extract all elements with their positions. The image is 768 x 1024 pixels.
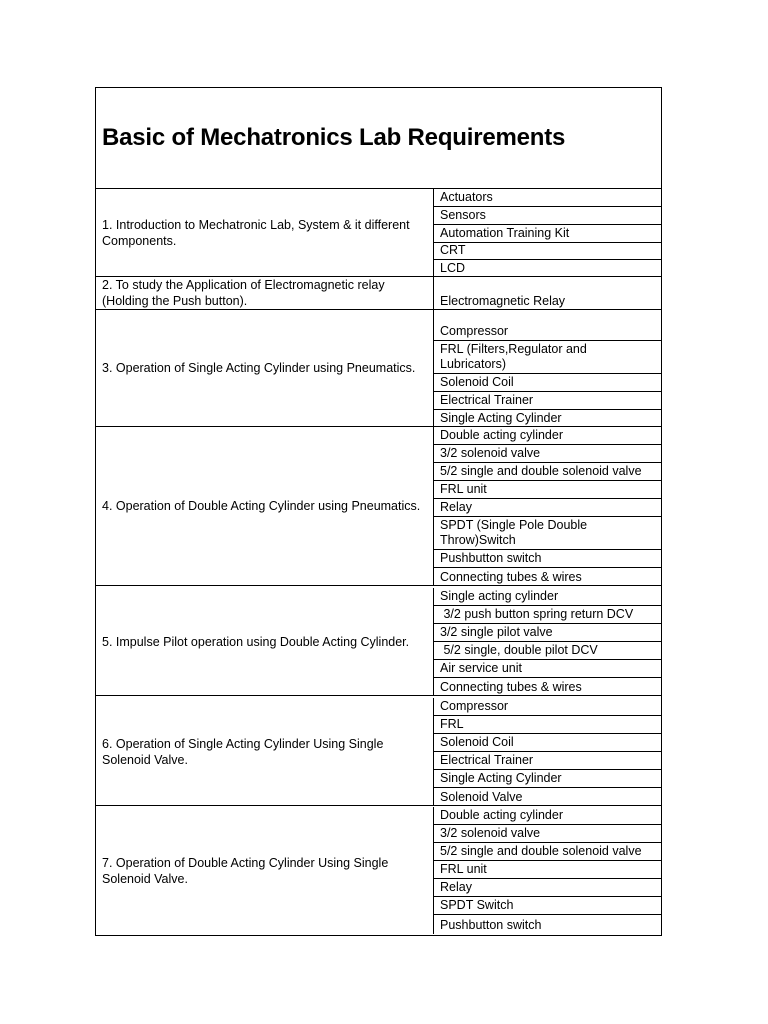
requirement-item: Automation Training Kit bbox=[440, 226, 570, 240]
requirement-item: FRL unit bbox=[440, 482, 487, 496]
requirement-cell bbox=[434, 716, 661, 734]
requirement-cell bbox=[434, 624, 661, 642]
requirement-item: 3/2 solenoid valve bbox=[440, 446, 541, 460]
requirement-cell bbox=[434, 463, 661, 481]
requirement-item: 5/2 single, double pilot DCV bbox=[440, 643, 598, 657]
experiment-title: 5. Impulse Pilot operation using Double Acting Cylinder. bbox=[96, 588, 434, 695]
requirement-cell bbox=[434, 550, 661, 568]
requirement-cell bbox=[434, 277, 661, 310]
requirement-item: Pushbutton switch bbox=[440, 551, 542, 565]
requirement-cell bbox=[434, 517, 661, 550]
requirement-cell bbox=[434, 445, 661, 463]
requirement-cell bbox=[434, 678, 661, 696]
requirement-cell bbox=[434, 825, 661, 843]
table-row bbox=[96, 807, 661, 934]
requirement-cell bbox=[434, 374, 661, 392]
requirement-item: Compressor bbox=[440, 324, 509, 338]
requirement-item: Relay bbox=[440, 880, 472, 894]
requirement-cell bbox=[434, 606, 661, 624]
requirement-cell bbox=[434, 499, 661, 517]
experiment-title: 7. Operation of Double Acting Cylinder Using Single Solenoid Valve. bbox=[96, 807, 434, 934]
requirement-cell bbox=[434, 392, 661, 410]
requirement-cell bbox=[434, 568, 661, 586]
requirement-cell bbox=[434, 243, 661, 260]
requirement-list bbox=[434, 277, 661, 309]
requirement-item: Air service unit bbox=[440, 661, 522, 675]
table-row bbox=[96, 189, 661, 277]
requirement-item: FRL bbox=[440, 717, 464, 731]
requirement-cell bbox=[434, 481, 661, 499]
requirement-cell bbox=[434, 310, 661, 341]
requirement-item: Solenoid Coil bbox=[440, 735, 514, 749]
requirement-cell bbox=[434, 341, 661, 374]
requirement-cell bbox=[434, 897, 661, 915]
requirement-item: FRL (Filters,Regulator and Lubricators) bbox=[440, 342, 591, 371]
requirement-item: LCD bbox=[440, 261, 466, 275]
requirement-item: Single acting cylinder bbox=[440, 589, 559, 603]
requirement-cell bbox=[434, 843, 661, 861]
requirement-item: Electrical Trainer bbox=[440, 753, 534, 767]
requirement-item: FRL unit bbox=[440, 862, 487, 876]
page-title: Basic of Mechatronics Lab Requirements bbox=[102, 124, 566, 151]
requirement-item: Connecting tubes & wires bbox=[440, 570, 582, 584]
table-row bbox=[96, 277, 661, 310]
experiment-title: 1. Introduction to Mechatronic Lab, System & it different Components. bbox=[96, 189, 434, 276]
requirement-cell bbox=[434, 698, 661, 716]
experiment-title: 2. To study the Application of Electromagnetic relay (Holding the Push button). bbox=[96, 277, 434, 309]
requirement-list bbox=[434, 427, 661, 585]
requirement-item: Electrical Trainer bbox=[440, 393, 534, 407]
requirement-item: Relay bbox=[440, 500, 472, 514]
requirement-cell bbox=[434, 915, 661, 934]
requirement-item: Connecting tubes & wires bbox=[440, 680, 582, 694]
requirement-cell bbox=[434, 410, 661, 427]
requirement-item: 3/2 solenoid valve bbox=[440, 826, 541, 840]
requirement-cell bbox=[434, 260, 661, 277]
requirement-item: CRT bbox=[440, 243, 466, 257]
requirement-cell bbox=[434, 207, 661, 225]
requirement-cell bbox=[434, 642, 661, 660]
requirement-cell bbox=[434, 225, 661, 243]
table-row bbox=[96, 698, 661, 806]
requirement-item: Double acting cylinder bbox=[440, 808, 563, 822]
table-row bbox=[96, 310, 661, 427]
requirement-cell bbox=[434, 660, 661, 678]
requirement-cell bbox=[434, 861, 661, 879]
requirement-item: Sensors bbox=[440, 208, 486, 222]
experiment-title: 4. Operation of Double Acting Cylinder using Pneumatics. bbox=[96, 427, 434, 585]
requirement-item: 3/2 push button spring return DCV bbox=[440, 607, 634, 621]
requirement-item: Solenoid Valve bbox=[440, 790, 523, 804]
requirements-table bbox=[95, 87, 662, 936]
requirement-item: 5/2 single and double solenoid valve bbox=[440, 464, 642, 478]
requirement-list bbox=[434, 310, 661, 426]
requirement-item: SPDT (Single Pole Double Throw)Switch bbox=[440, 518, 591, 547]
requirement-cell bbox=[434, 588, 661, 606]
requirement-item: Electromagnetic Relay bbox=[440, 294, 566, 308]
requirement-item: Double acting cylinder bbox=[440, 428, 563, 442]
requirement-item: Compressor bbox=[440, 699, 509, 713]
requirement-list bbox=[434, 807, 661, 934]
requirement-cell bbox=[434, 734, 661, 752]
experiment-title: 6. Operation of Single Acting Cylinder Using Single Solenoid Valve. bbox=[96, 698, 434, 805]
requirement-cell bbox=[434, 427, 661, 445]
requirement-cell bbox=[434, 189, 661, 207]
requirement-item: 5/2 single and double solenoid valve bbox=[440, 844, 642, 858]
requirement-item: Actuators bbox=[440, 190, 493, 204]
title-cell bbox=[96, 88, 661, 189]
requirement-list bbox=[434, 698, 661, 805]
requirement-cell bbox=[434, 879, 661, 897]
requirement-cell bbox=[434, 807, 661, 825]
requirement-item: Solenoid Coil bbox=[440, 375, 514, 389]
requirement-item: Single Acting Cylinder bbox=[440, 771, 562, 785]
table-row bbox=[96, 427, 661, 586]
requirement-cell bbox=[434, 752, 661, 770]
requirement-item: 3/2 single pilot valve bbox=[440, 625, 553, 639]
table-row bbox=[96, 588, 661, 696]
requirement-list bbox=[434, 189, 661, 276]
experiment-title: 3. Operation of Single Acting Cylinder using Pneumatics. bbox=[96, 310, 434, 426]
requirement-item: Single Acting Cylinder bbox=[440, 411, 562, 425]
requirement-item: SPDT Switch bbox=[440, 898, 514, 912]
requirement-cell bbox=[434, 788, 661, 806]
requirement-item: Pushbutton switch bbox=[440, 918, 542, 932]
requirement-cell bbox=[434, 770, 661, 788]
requirement-list bbox=[434, 588, 661, 695]
